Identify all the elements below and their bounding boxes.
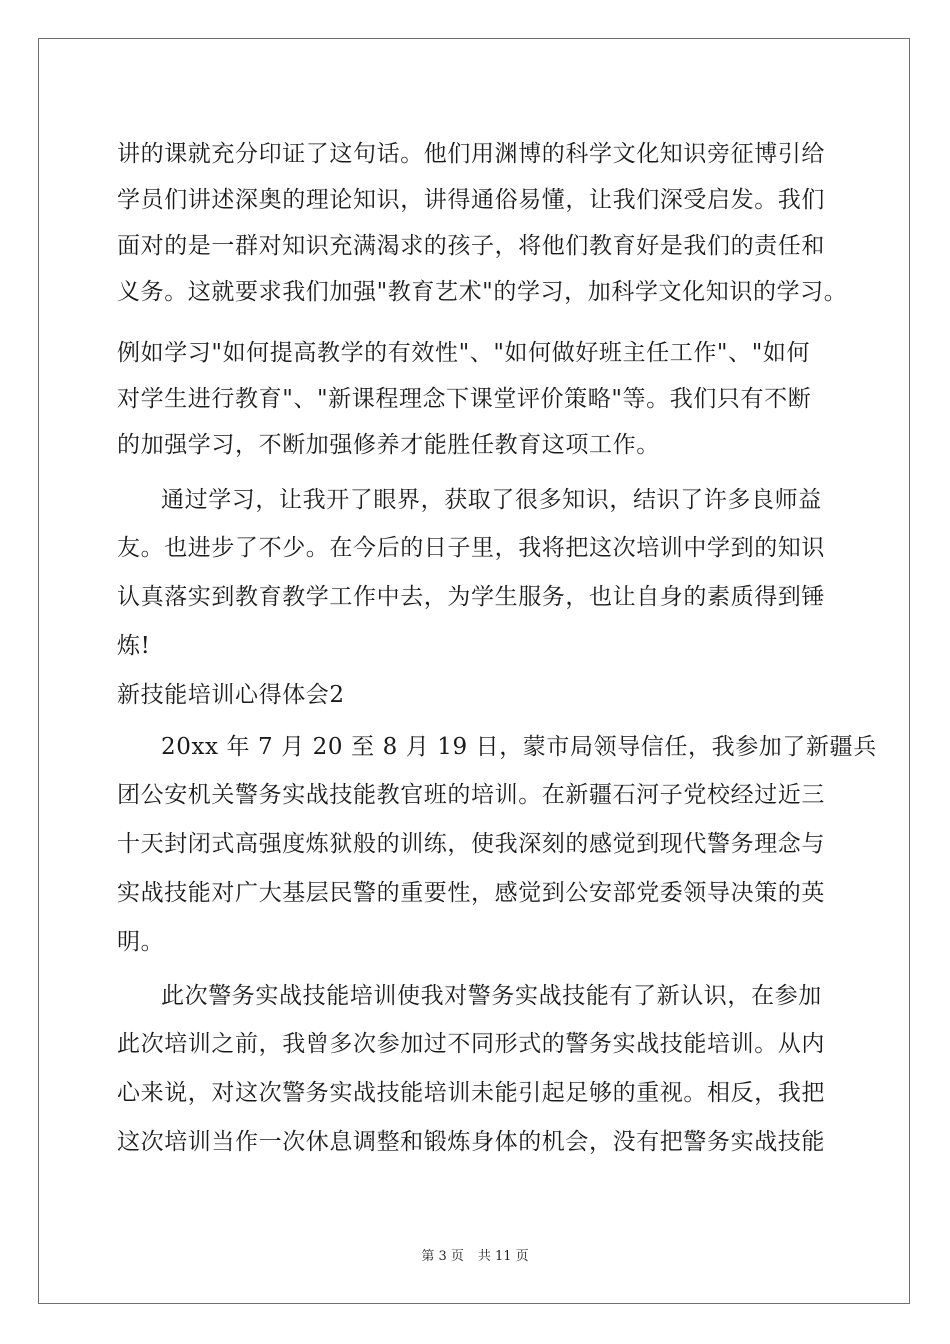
text-line: 讲的课就充分印证了这句话。他们用渊博的科学文化知识旁征博引给 xyxy=(117,141,825,167)
text-line: 学员们讲述深奥的理论知识，讲得通俗易懂，让我们深受启发。我们 xyxy=(117,187,825,213)
text-line: 明。 xyxy=(117,929,165,955)
text-line: 例如学习"如何提高教学的有效性"、"如何做好班主任工作"、"如何 xyxy=(117,340,811,366)
text-line: 此次警务实战技能培训使我对警务实战技能有了新认识，在参加 xyxy=(161,983,822,1009)
text-line: 实战技能对广大基层民警的重要性，感觉到公安部党委领导决策的英 xyxy=(117,880,825,906)
text-line: 团公安机关警务实战技能教官班的培训。在新疆石河子党校经过近三 xyxy=(117,782,825,808)
text-line: 面对的是一群对知识充满渴求的孩子，将他们教育好是我们的责任和 xyxy=(117,233,825,259)
text-line: 这次培训当作一次休息调整和锻炼身体的机会，没有把警务实战技能 xyxy=(117,1129,825,1155)
page-footer xyxy=(0,1245,950,1264)
text-line: 20xx 年 7 月 20 至 8 月 19 日，蒙市局领导信任，我参加了新疆兵 xyxy=(161,734,877,760)
text-line: 义务。这就要求我们加强"教育艺术"的学习，加科学文化知识的学习。 xyxy=(117,279,848,305)
text-line: 十天封闭式高强度炼狱般的训练，使我深刻的感觉到现代警务理念与 xyxy=(117,831,825,857)
text-line: 通过学习，让我开了眼界，获取了很多知识，结识了许多良师益 xyxy=(161,487,822,513)
text-line: 心来说，对这次警务实战技能培训未能引起足够的重视。相反，我把 xyxy=(117,1080,825,1106)
text-line: 此次培训之前，我曾多次参加过不同形式的警务实战技能培训。从内 xyxy=(117,1031,825,1057)
section-heading: 新技能培训心得体会2 xyxy=(117,682,345,708)
page-border xyxy=(38,38,910,1304)
text-line: 炼! xyxy=(117,633,151,659)
page-number: 第 3 页 xyxy=(421,1249,464,1264)
text-line: 对学生进行教育"、"新课程理念下课堂评价策略"等。我们只有不断 xyxy=(117,386,812,412)
page-total: 共 11 页 xyxy=(477,1249,529,1264)
text-line: 的加强学习，不断加强修养才能胜任教育这项工作。 xyxy=(117,432,660,458)
text-line: 友。也进步了不少。在今后的日子里，我将把这次培训中学到的知识 xyxy=(117,535,825,561)
text-line: 认真落实到教育教学工作中去，为学生服务，也让自身的素质得到锤 xyxy=(117,584,825,610)
